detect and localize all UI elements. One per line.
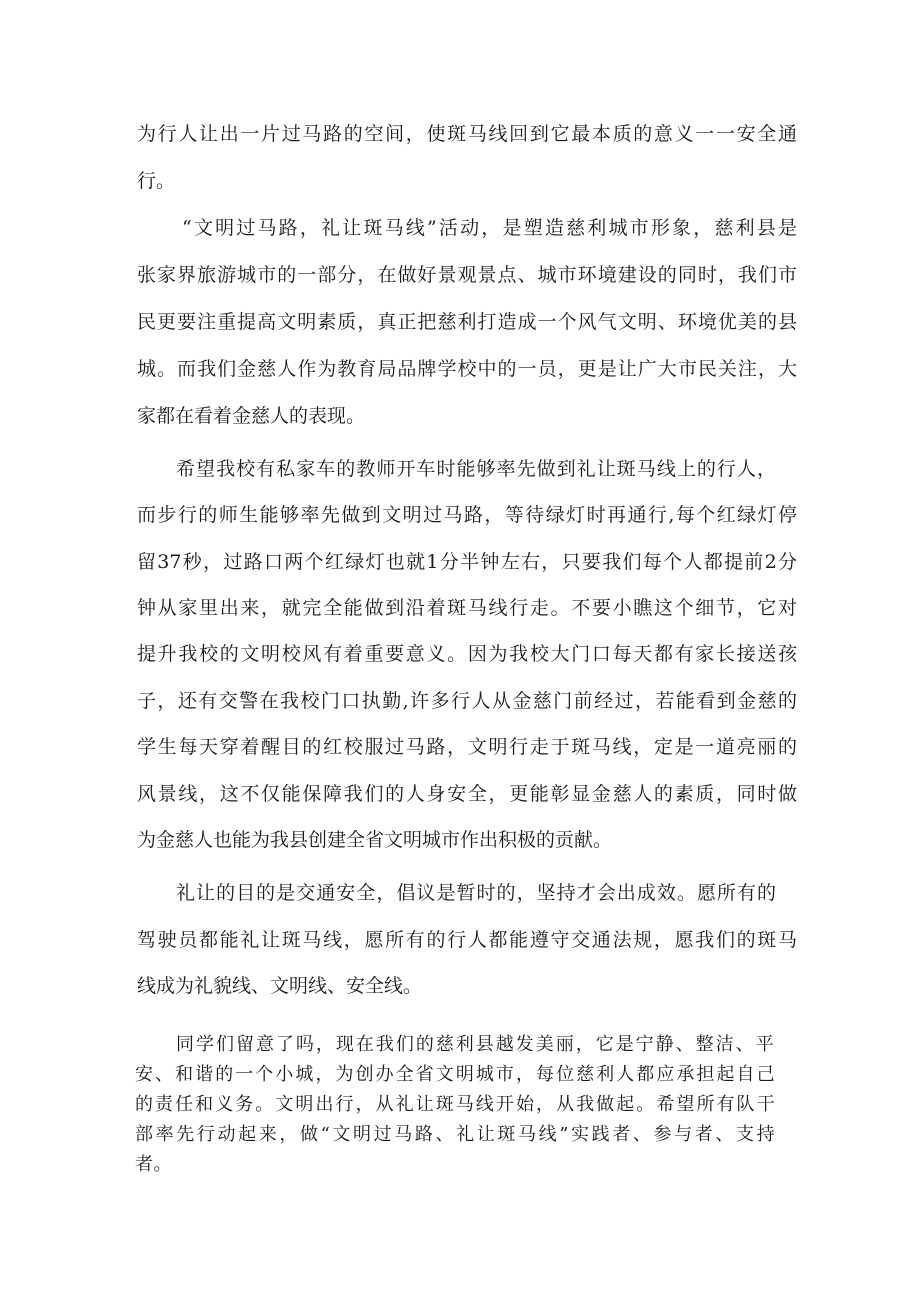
text-line: 钟从家里出来，就完全能做到沿着斑马线行走。不要小瞧这个细节，它对	[137, 597, 797, 619]
text-line: 为金慈人也能为我县创建全省文明城市作出积极的贡献。	[137, 829, 613, 851]
text-line: 线成为礼貌线、文明线、安全线。	[137, 975, 423, 997]
text-line: “文明过马路，礼让斑马线”活动，是塑造慈利城市形象，慈利县是	[182, 217, 797, 239]
text-line: 而步行的师生能够率先做到文明过马路，等待绿灯时再通行,每个红绿灯停	[137, 504, 797, 526]
text-line: 者。	[135, 1154, 172, 1175]
text-line: 子，还有交警在我校门口执勤,许多行人从金慈门前经过，若能看到金慈的	[137, 690, 797, 712]
text-line: 民更要注重提高文明素质，真正把慈利打造成一个风气文明、环境优美的县	[137, 311, 797, 333]
text-line: 安、和谐的一个小城，为创办全省文明城市，每位慈利人都应承担起自己	[135, 1064, 775, 1085]
text-line: 希望我校有私家车的教师开车时能够率先做到礼让斑马线上的行人，	[176, 458, 776, 480]
text-line: 部率先行动起来，做“文明过马路、礼让斑马线”实践者、参与者、支持	[135, 1124, 775, 1145]
text-line: 行。	[137, 170, 176, 192]
text-line: 留37秒，过路口两个红绿灯也就1分半钟左右，只要我们每个人都提前2分	[137, 551, 797, 573]
text-line: 的责任和义务。文明出行，从礼让斑马线开始，从我做起。希望所有队干	[135, 1094, 775, 1115]
text-line: 为行人让出一片过马路的空间，使斑马线回到它最本质的意义一一安全通	[137, 123, 797, 145]
text-line: 礼让的目的是交通安全，倡议是暂时的，坚持才会出成效。愿所有的	[176, 882, 776, 904]
text-line: 提升我校的文明校风有着重要意义。因为我校大门口每天都有家长接送孩	[137, 643, 797, 665]
text-line: 风景线，这不仅能保障我们的人身安全，更能彰显金慈人的素质，同时做	[137, 783, 797, 805]
text-line: 城。而我们金慈人作为教育局品牌学校中的一员，更是让广大市民关注，大	[137, 358, 797, 380]
text-line: 同学们留意了吗，现在我们的慈利县越发美丽，它是宁静、整洁、平	[176, 1034, 774, 1055]
text-line: 驾驶员都能礼让斑马线，愿所有的行人都能遵守交通法规，愿我们的斑马	[137, 929, 797, 951]
text-line: 学生每天穿着醒目的红校服过马路，文明行走于斑马线，定是一道亮丽的	[137, 736, 797, 758]
text-line: 张家界旅游城市的一部分，在做好景观景点、城市环境建设的同时，我们市	[137, 264, 797, 286]
text-line: 家都在看着金慈人的表现。	[137, 405, 366, 427]
